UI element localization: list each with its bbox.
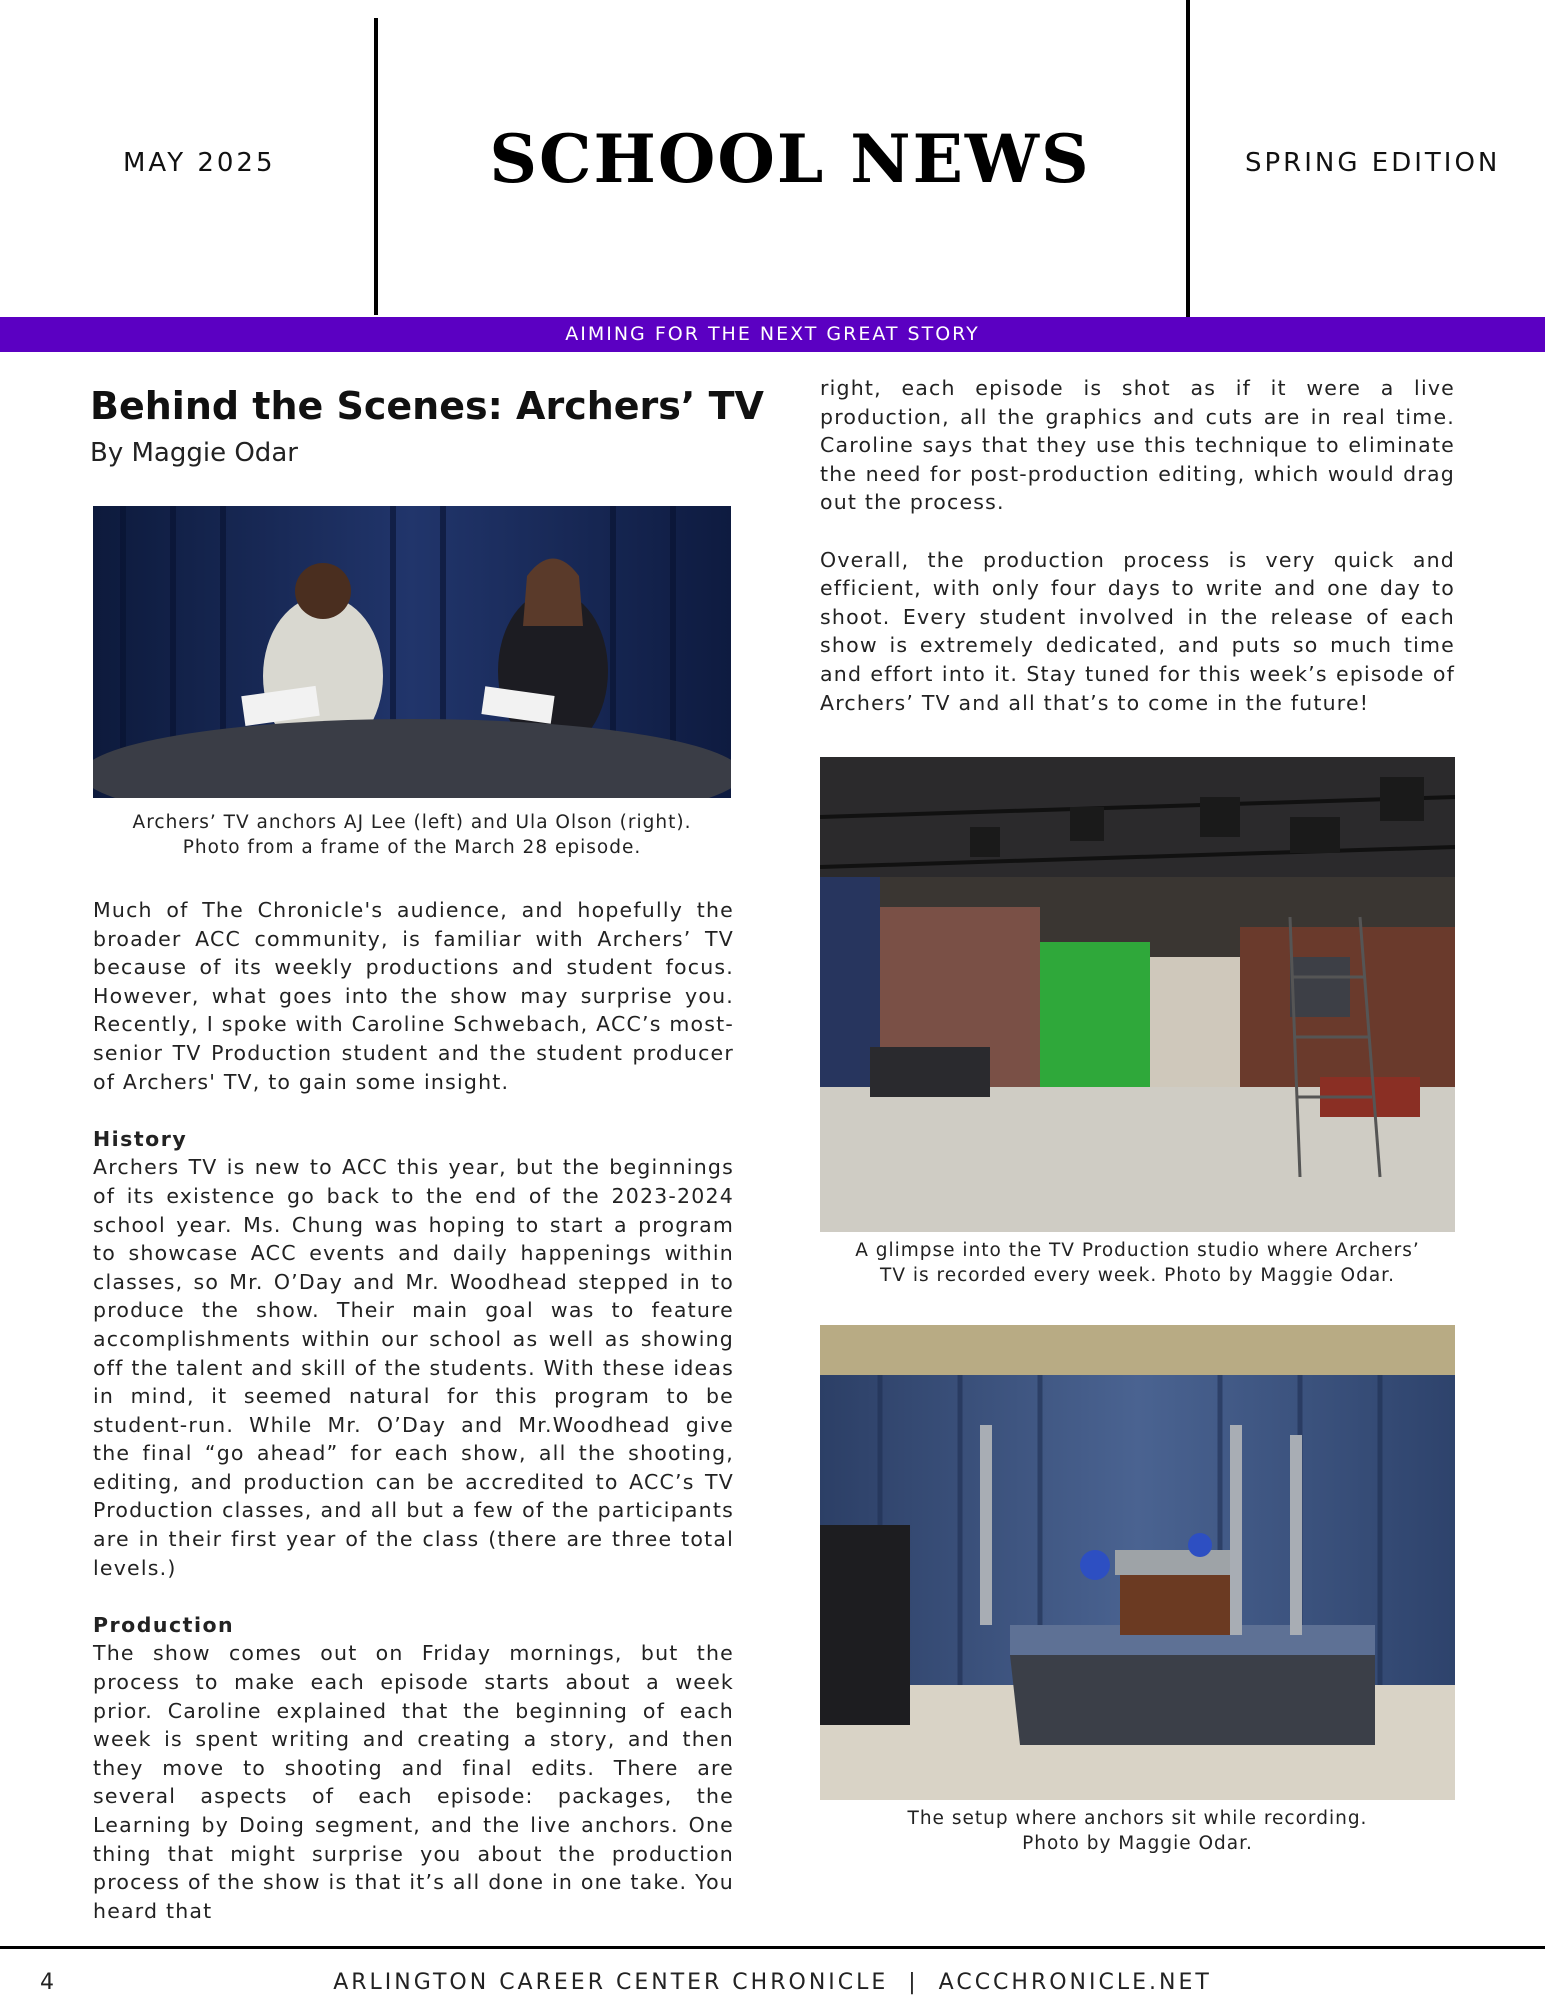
caption-line: Archers’ TV anchors AJ Lee (left) and Ula Olson (right). <box>132 812 692 833</box>
tagline-banner: AIMING FOR THE NEXT GREAT STORY <box>0 317 1545 352</box>
production-heading: Production <box>93 1612 235 1637</box>
header-divider-left <box>374 18 378 315</box>
history-heading: History <box>93 1126 188 1151</box>
edition-label: SPRING EDITION <box>1245 148 1501 178</box>
caption-line: A glimpse into the TV Production studio where Archers’ <box>855 1240 1420 1261</box>
article-body-left <box>93 896 734 1925</box>
intro-paragraph: Much of The Chronicle's audience, and hopefully the broader ACC community, is familiar with Archers’ TV because of its weekly productions and student focus. However, what goes into the show may surprise you. Recently, I spoke with Caroline Schwebach, ACC’s most-senior TV Production student and the student producer of Archers' TV, to gain some insight. <box>93 898 734 1094</box>
history-paragraph: Archers TV is new to ACC this year, but the beginnings of its existence go back to the end of the 2023-2024 school year. Ms. Chung was hoping to start a program to showcase ACC events and daily happenings within classes, so Mr. O’Day and Mr. Woodhead stepped in to produce the show. Their main goal was to feature accomplishments within our school as well as showing off the talent and skill of the students. With these ideas in mind, it seemed natural for this program to be student-run. While Mr. O’Day and Mr.Woodhead give the final “go ahead” for each show, all the shooting, editing, and production can be accredited to ACC’s TV Production classes, and all but a few of the participants are in their first year of the class (there are three total levels.) <box>93 1155 734 1580</box>
studio-photo <box>820 757 1455 1232</box>
footer-publication: ARLINGTON CAREER CENTER CHRONICLE | ACCCHRONICLE.NET <box>333 1970 1212 1995</box>
header-divider-right <box>1186 0 1190 336</box>
studio-photo-caption <box>820 1238 1455 1288</box>
anchor-set-photo <box>820 1325 1455 1800</box>
article-headline: Behind the Scenes: Archers’ TV <box>90 384 764 428</box>
article-body-right <box>820 374 1455 717</box>
issue-date: MAY 2025 <box>123 148 276 178</box>
continued-paragraph: right, each episode is shot as if it were a live production, all the graphics and cuts are in real time. Caroline says that they use this technique to eliminate the need for post-production editing, which would drag out the process. <box>820 376 1455 515</box>
anchors-photo <box>93 506 731 798</box>
production-paragraph: The show comes out on Friday mornings, but the process to make each episode starts about a week prior. Caroline explained that the beginning of each week is spent writing and creating a story, and then they move to shooting and final edits. There are several aspects of each episode: packages, the Learning by Doing segment, and the live anchors. One thing that might surprise you about the production process of the show is that it’s all done in one take. You heard that <box>93 1641 734 1923</box>
caption-line: TV is recorded every week. Photo by Maggie Odar. <box>880 1265 1395 1286</box>
anchors-photo-caption <box>93 810 731 860</box>
caption-line: The setup where anchors sit while recording. <box>907 1808 1368 1829</box>
closing-paragraph: Overall, the production process is very quick and efficient, with only four days to write and one day to shoot. Every student involved in the release of each show is extremely dedicated, and puts so much time and effort into it. Stay tuned for this week’s episode of Archers’ TV and all that’s to come in the future! <box>820 547 1455 715</box>
caption-line: Photo from a frame of the March 28 episode. <box>182 837 642 858</box>
page-number: 4 <box>40 1970 54 1995</box>
caption-line: Photo by Maggie Odar. <box>1022 1833 1253 1854</box>
article-byline: By Maggie Odar <box>90 438 298 468</box>
anchor-set-photo-caption <box>820 1806 1455 1856</box>
masthead-title: SCHOOL NEWS <box>489 120 1091 198</box>
footer-rule <box>0 1946 1545 1949</box>
